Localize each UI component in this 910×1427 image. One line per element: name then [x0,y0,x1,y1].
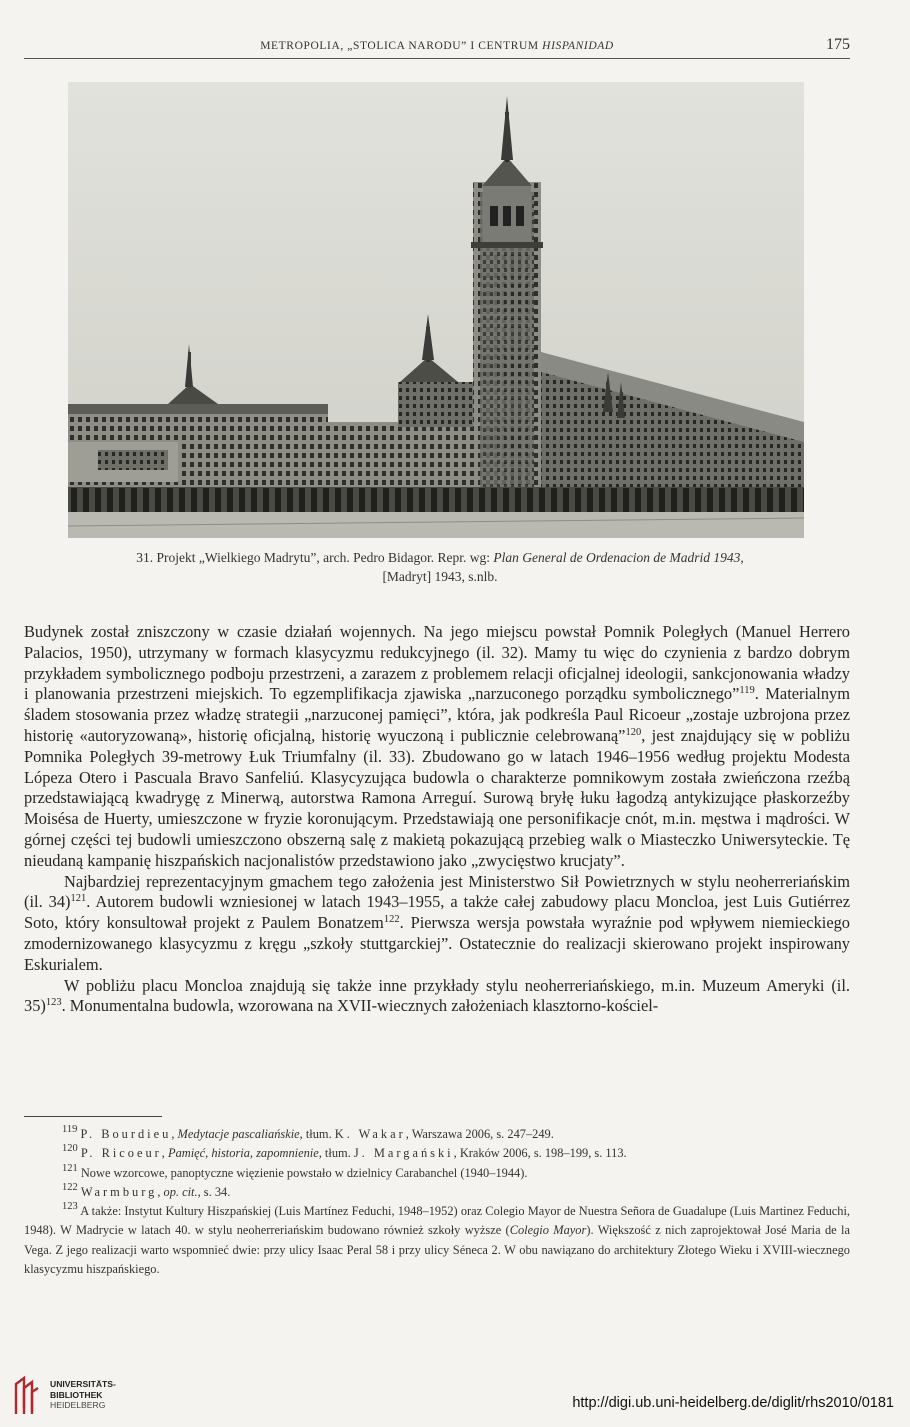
footnote: $^{122}$ Warmburg, op. cit., s. 34. [62,1181,231,1199]
architectural-drawing-illustration [68,82,804,538]
footnote-ref: 123 [45,997,62,1009]
footnote: $^{119}$ P. Bourdieu, Medytacje pascaliańskie, tłum. K. Wakar, Warszawa 2006, s. 247–249. [62,1124,554,1141]
library-emblem-icon [12,1374,40,1418]
footnote-ref: 122 [383,914,400,926]
footnote-ref: 119 [739,685,755,697]
footnote: $^{123}$ A także: Instytut Kultury Hiszpańskiej (Luis Martínez Feduchi, 1948–1952) oraz Colegio Mayor de Nuestra Señora de Guadalupe (Luis Martinez Feduchi, 1948). W Madrycie w latach 40. w stylu neoherreriańskim budowano również szkoły wyższe (Colegio Mayor). Większość z nich zaprojektował José Maria de la Vega. Z jego realizacji warto wspomnieć dwie: przy ulicy Isaac Peral 58 i przy ulicy Séneca 2. W obu nawiązano do architektury Złotego Wieku i XVIII-wiecznego klasycyzmu hiszpańskiego. [24,1201,851,1277]
figure-photo-madrid-tower [68,82,804,538]
footnote: $^{121}$ Nowe wzorcowe, panoptyczne więzienie powstało w dzielnicy Carabanchel (1940–1944). [62,1162,528,1180]
footnote-ref: 120 [625,726,642,738]
library-logo[interactable] [12,1374,132,1418]
paragraph: W pobliżu placu Moncloa znajdują się także inne przykłady stylu neoherreriańskiego, m.in. Muzeum Ameryki (il. 35)$^{123}$. Monumentalna budowla, wzorowana na XVII-wiecznych założeniach klasztorno-kościel- [24,975,850,1016]
running-header [24,38,850,59]
paragraph: Budynek został zniszczony w czasie działań wojennych. Na jego miejscu powstał Pomnik Poległych (Manuel Herrero Palacios, 1950), utrzymany w formach klasycyzmu redukcyjnego (il. 32). Mamy tu więc do czynienia z bardzo dobrym przykładem symbolicznego podboju przestrzeni, a zarazem z problemem relacji oficjalnej ideologii, sankcjonowania władzy i planowania przestrzeni miejskich. To egzemplifikacja zjawiska „narzuconego porządku symbolicznego”$^{119}$. Materialnym śladem stosowania przez władzę strategii „narzuconej pamięci”, która, jak podkreśla Paul Ricoeur „zostaje uzbrojona przez historię «autoryzowaną», historię oficjalną, historię wyuczoną i publicznie celebrowaną”$^{120}$, jest znajdujący się w pobliżu Pomnika Poległych 39-metrowy Łuk Triumfalny (il. 33). Zbudowano go w latach 1946–1956 według projektu Modesta Lópeza Otero i Pascuala Bravo Sanfeliú. Klasycyzująca budowla o charakterze pomnikowym została zwieńczona rzeźbą przedstawiającą kwadrygę z Minerwą, autorstwa Ramona Arreguí. Surową bryłę łuku łagodzą antykizujące płaskorzeźby Moisésa de Huerty, umieszczone w fryzie koronującym. Przedstawiają one personifikacje cnót, m.in. męstwa i mądrości. W górnej części tej budowli umieszczono obszerną salę z makietą pokazującą przebieg walk o Miasteczko Uniwersyteckie. Tę nieudaną kampanię hiszpańskich nacjonalistów przedstawiono jako „zwycięstwo krucjaty”. [24,622,851,870]
running-title: METROPOLIA, „STOLICA NARODU” I CENTRUM HISPANIDAD [260,40,614,52]
footnote: $^{120}$ P. Ricoeur, Pamięć, historia, zapomnienie, tłum. J. Margański, Kraków 2006, s. 198–199, s. 113. [62,1143,627,1161]
page-number: 175 [826,36,850,53]
footnotes [24,1125,850,1279]
paragraph: Najbardziej reprezentacyjnym gmachem tego założenia jest Ministerstwo Sił Powietrznych w stylu neoherreriańskim (il. 34)$^{121}$. Autorem budowli wzniesionej w latach 1943–1955, a także całej zabudowy placu Moncloa, jest Luis Gutiérrez Soto, który konsultował projekt z Paulem Bonatzem$^{122}$. Pierwsza wersja powstała wyraźnie pod wpływem niemieckiego zmodernizowanego klasycyzmu z kręgu „szkoły stuttgarckiej”. Ostatecznie do realizacji skierowano projekt inspirowany Eskurialem. [24,871,850,974]
figure-caption: 31. Projekt „Wielkiego Madrytu”, arch. Pedro Bidagor. Repr. wg: Plan General de Ordenacion de Madrid 1943, [Madryt] 1943, s.nlb. [136,550,744,584]
source-url-link[interactable]: http://digi.ub.uni-heidelberg.de/diglit/rhs2010/0181 [572,1395,894,1411]
footnote-divider [24,1116,162,1117]
body-text [24,622,850,1017]
library-name: UNIVERSITÄTS- BIBLIOTHEK HEIDELBERG [50,1379,116,1410]
footnote-ref: 121 [70,893,87,905]
